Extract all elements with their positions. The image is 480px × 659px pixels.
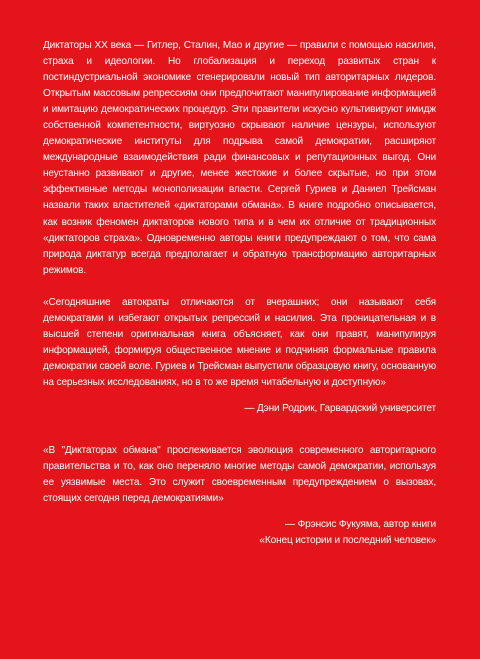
review-attribution-fukuyama: — Фрэнсис Фукуяма, автор книги (284, 519, 436, 531)
review-attribution-fukuyama-book: «Конец истории и последний человек» (259, 535, 436, 547)
book-description: Диктаторы XX века — Гитлер, Сталин, Мао и другие — правили с помощью насилия, страха и идеологии. Но глобализация и переход развитых стран к постиндустриальной экономике сгенерировали новый тип авторитарных лидеров. Открытым массовым репрессиям они предпочитают манипулирование информацией и имитацию демократических процедур. Эти правители искусно культивируют имидж собственной компетентности, виртуозно скрывают наличие цензуры, используют демократические институты для подрыва самой демократии, расширяют международные взаимодействия ради финансовых и репутационных выгод. Они неустанно развивают и другие, менее жестокие и более скрытые, но при этом эффективные методы монополизации власти. Сергей Гуриев и Даниел Трейсман назвали таких властителей «диктаторами обмана». В книге подробно описывается, как возник феномен диктаторов нового типа и в чем их отличие от традиционных «диктаторов страха». Одновременно авторы книги предупреждают о том, что сама природа диктатур всегда предполагает и обратную трансформацию авторитарных режимов. (43, 40, 436, 276)
review-attribution-rodrik: — Дэни Родрик, Гарвардский университет (244, 402, 436, 414)
back-cover-text (43, 38, 436, 549)
review-quote-fukuyama: «В "Диктаторах обмана" прослеживается эволюция современного авторитарного правительства и то, как оно переняло многие методы самой демократии, используя ее уязвимые места. Это служит своевременным предупреждением о вызовах, стоящих сегодня перед демократиями» (43, 445, 436, 505)
review-quote-rodrik: «Сегодняшние автократы отличаются от вчерашних; они называют себя демократами и избегают открытых репрессий и насилия. Эта проницательная и в высшей степени оригинальная книга объясняет, как они правят, манипулируя информацией, формируя общественное мнение и подчиняя формальные правила демократии своей воле. Гуриев и Трейсман выпустили образцовую книгу, основанную на серьезных исследованиях, но в то же время читабельную и доступную» (43, 296, 436, 388)
